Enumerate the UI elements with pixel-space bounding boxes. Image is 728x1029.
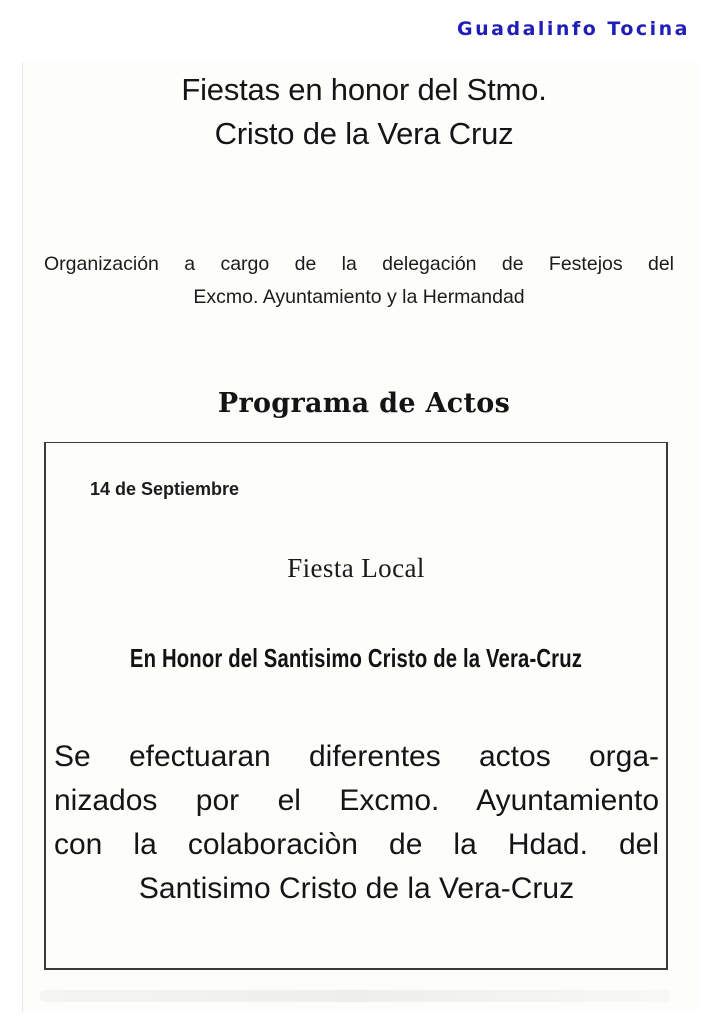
watermark-text: Guadalinfo Tocina [457,18,690,40]
event-description [54,735,659,911]
program-heading: Programa de Actos [217,388,511,419]
description-line: con la colaboraciòn de la Hdad. del [54,828,659,861]
description-line: Santisimo Cristo de la Vera-Cruz [138,872,575,905]
event-date: 14 de Septiembre [90,479,240,499]
event-box [44,442,668,970]
document-title [0,68,728,156]
event-subtitle: En Honor del Santisimo Cristo de la Vera-Cruz [129,643,583,673]
organization-line-2: Excmo. Ayuntamiento y la Hermandad [193,286,525,308]
title-line-2: Cristo de la Vera Cruz [214,116,514,151]
scan-smudge [40,990,670,1002]
organization-note [44,248,674,314]
title-line-1: Fiestas en honor del Stmo. [181,72,547,107]
event-title: Fiesta Local [287,553,425,583]
organization-line-1: Organización a cargo de la delegación de Festejos del [44,253,674,275]
description-line: Se efectuaran diferentes actos orga- [54,740,659,773]
description-line: nizados por el Excmo. Ayuntamiento [54,784,659,817]
